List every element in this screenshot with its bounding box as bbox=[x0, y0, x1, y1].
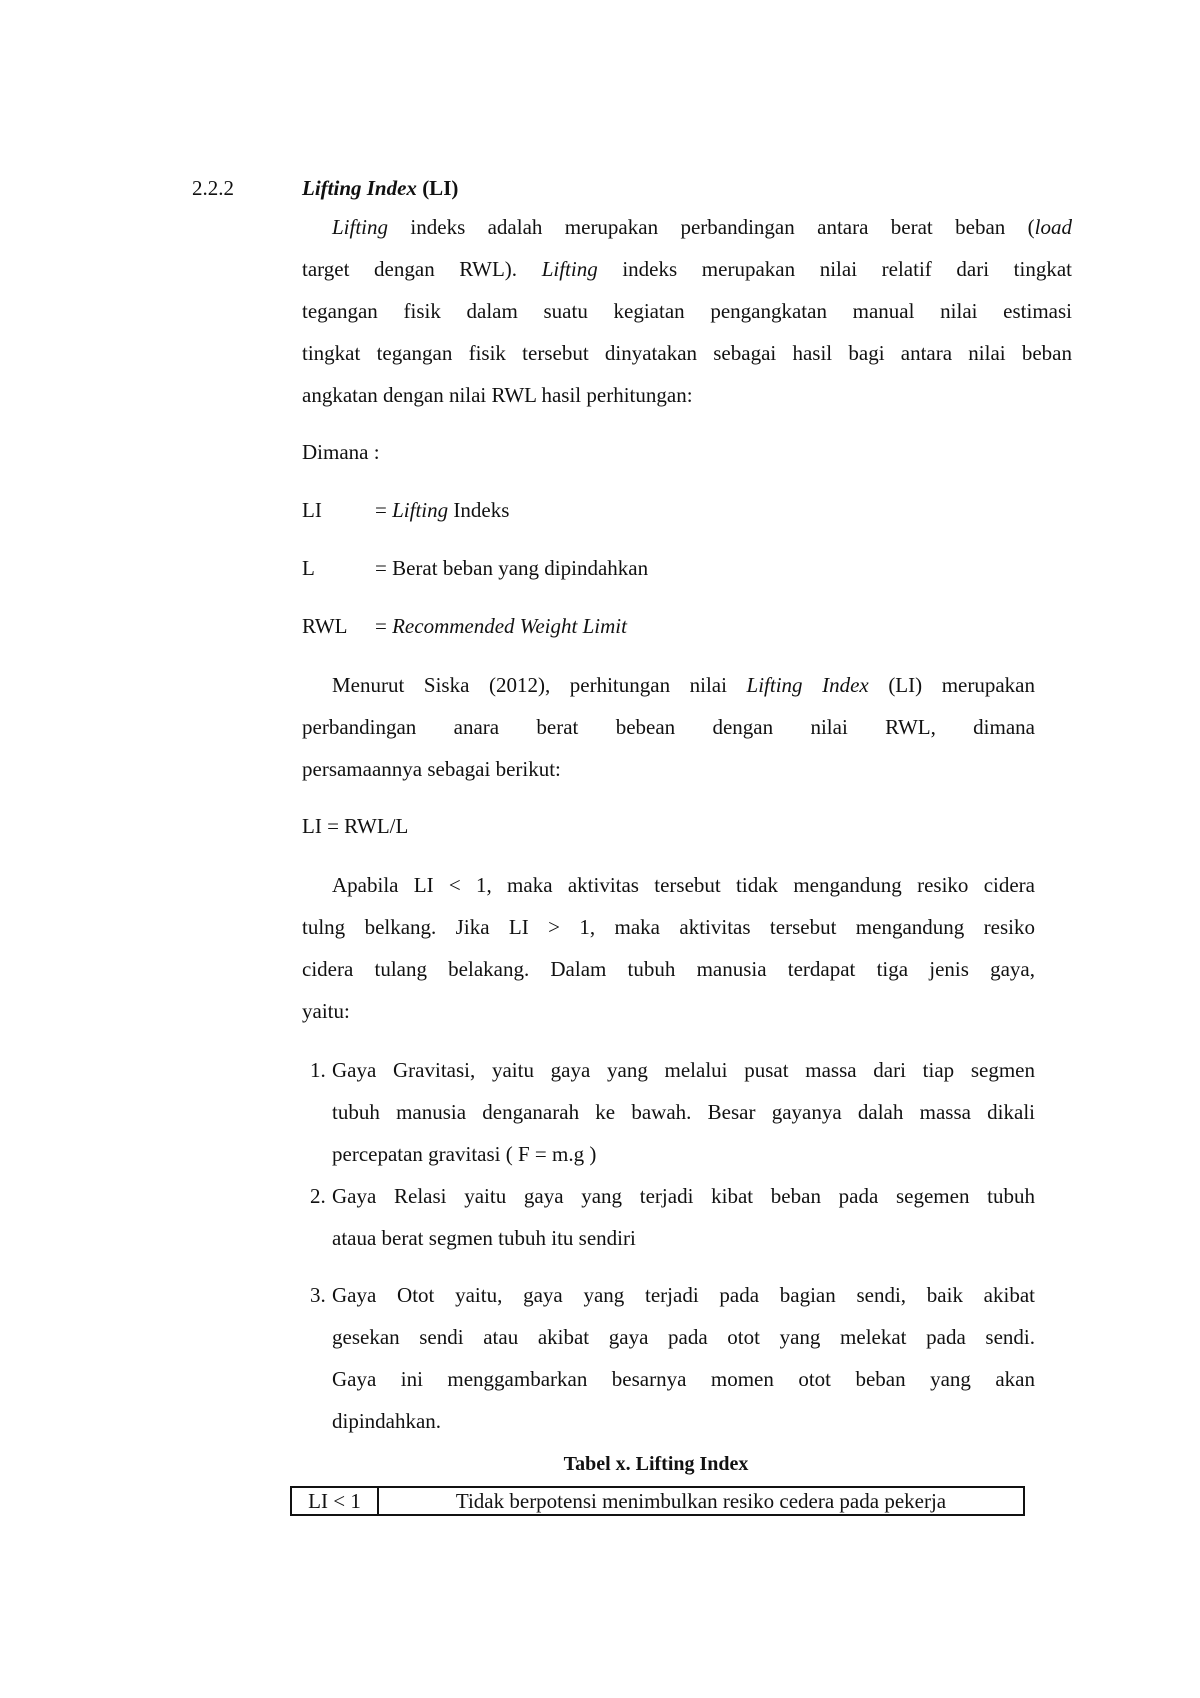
para2-line-1 bbox=[332, 673, 1035, 698]
list-item-3-line-3: Gaya ini menggambarkan besarnya momen otot beban yang akan bbox=[332, 1367, 1035, 1391]
definition-rest: Berat beban yang dipindahkan bbox=[392, 556, 649, 580]
dimana-label: Dimana : bbox=[302, 440, 380, 464]
lifting-index-table bbox=[290, 1486, 1025, 1516]
definition-italic: Recommended Weight Limit bbox=[392, 614, 627, 638]
para2-text: Menurut Siska (2012), perhitungan nilai bbox=[332, 673, 747, 697]
para1-text: indeks adalah merupakan perbandingan antara berat beban ( bbox=[388, 215, 1035, 239]
para1-line-2 bbox=[302, 257, 1072, 282]
para1-italic-lifting: Lifting bbox=[332, 215, 389, 239]
definition-eq: = bbox=[375, 614, 393, 638]
definition-term: L bbox=[302, 556, 315, 580]
para3-line-4: yaitu: bbox=[302, 999, 350, 1023]
definition-eq: = bbox=[375, 498, 393, 522]
para1-line-1 bbox=[332, 215, 1072, 240]
para1-line-5: angkatan dengan nilai RWL hasil perhitungan: bbox=[302, 383, 693, 407]
list-item-2-line-2: ataua berat segmen tubuh itu sendiri bbox=[332, 1226, 636, 1250]
list-item-1-line-2: tubuh manusia denganarah ke bawah. Besar gayanya dalah massa dikali bbox=[332, 1100, 1035, 1124]
para1-text: target dengan RWL). bbox=[302, 257, 542, 281]
definition-term: RWL bbox=[302, 614, 348, 638]
para2-line-2: perbandingan anara berat bebean dengan nilai RWL, dimana bbox=[302, 715, 1035, 739]
list-item-1-line-3: percepatan gravitasi ( F = m.g ) bbox=[332, 1142, 597, 1166]
list-number: 3. bbox=[310, 1283, 326, 1307]
table-cell-li: LI < 1 bbox=[292, 1488, 379, 1514]
para3-line-2: tulng belkang. Jika LI > 1, maka aktivitas tersebut mengandung resiko bbox=[302, 915, 1035, 939]
para2-line-3: persamaannya sebagai berikut: bbox=[302, 757, 561, 781]
list-item-1-line-1: Gaya Gravitasi, yaitu gaya yang melalui pusat massa dari tiap segmen bbox=[332, 1058, 1035, 1082]
para2-italic: Lifting Index bbox=[746, 673, 869, 697]
para1-italic-load: load bbox=[1034, 215, 1072, 239]
para1-line-3: tegangan fisik dalam suatu kegiatan pengangkatan manual nilai estimasi bbox=[302, 299, 1072, 323]
formula: LI = RWL/L bbox=[302, 814, 409, 838]
para2-text: (LI) merupakan bbox=[868, 673, 1035, 697]
definition-value bbox=[375, 614, 627, 639]
definition-eq: = bbox=[375, 556, 393, 580]
list-item-2-line-1: Gaya Relasi yaitu gaya yang terjadi kibat beban pada segemen tubuh bbox=[332, 1184, 1035, 1208]
definition-italic: Lifting bbox=[392, 498, 449, 522]
list-number: 2. bbox=[310, 1184, 326, 1208]
definition-value bbox=[375, 556, 648, 581]
section-title-italic: Lifting Index bbox=[302, 176, 417, 200]
table-title: Tabel x. Lifting Index bbox=[563, 1453, 749, 1475]
definition-term: LI bbox=[302, 498, 322, 522]
list-number: 1. bbox=[310, 1058, 326, 1082]
definition-rest: Indeks bbox=[448, 498, 510, 522]
para1-italic-lifting-2: Lifting bbox=[541, 257, 598, 281]
list-item-3-line-4: dipindahkan. bbox=[332, 1409, 442, 1433]
list-item-3-line-2: gesekan sendi atau akibat gaya pada otot yang melekat pada sendi. bbox=[332, 1325, 1035, 1349]
section-title bbox=[302, 176, 458, 201]
list-item-3-line-1: Gaya Otot yaitu, gaya yang terjadi pada bagian sendi, baik akibat bbox=[332, 1283, 1035, 1307]
para3-line-3: cidera tulang belakang. Dalam tubuh manusia terdapat tiga jenis gaya, bbox=[302, 957, 1035, 981]
para3-line-1: Apabila LI < 1, maka aktivitas tersebut tidak mengandung resiko cidera bbox=[332, 873, 1035, 897]
para1-line-4: tingkat tegangan fisik tersebut dinyatakan sebagai hasil bagi antara nilai beban bbox=[302, 341, 1072, 365]
definition-value bbox=[375, 498, 509, 523]
section-title-rest: (LI) bbox=[416, 176, 459, 200]
section-number: 2.2.2 bbox=[192, 176, 234, 200]
table-cell-description: Tidak berpotensi menimbulkan resiko cedera pada pekerja bbox=[455, 1489, 947, 1513]
para1-text: indeks merupakan nilai relatif dari tingkat bbox=[597, 257, 1073, 281]
